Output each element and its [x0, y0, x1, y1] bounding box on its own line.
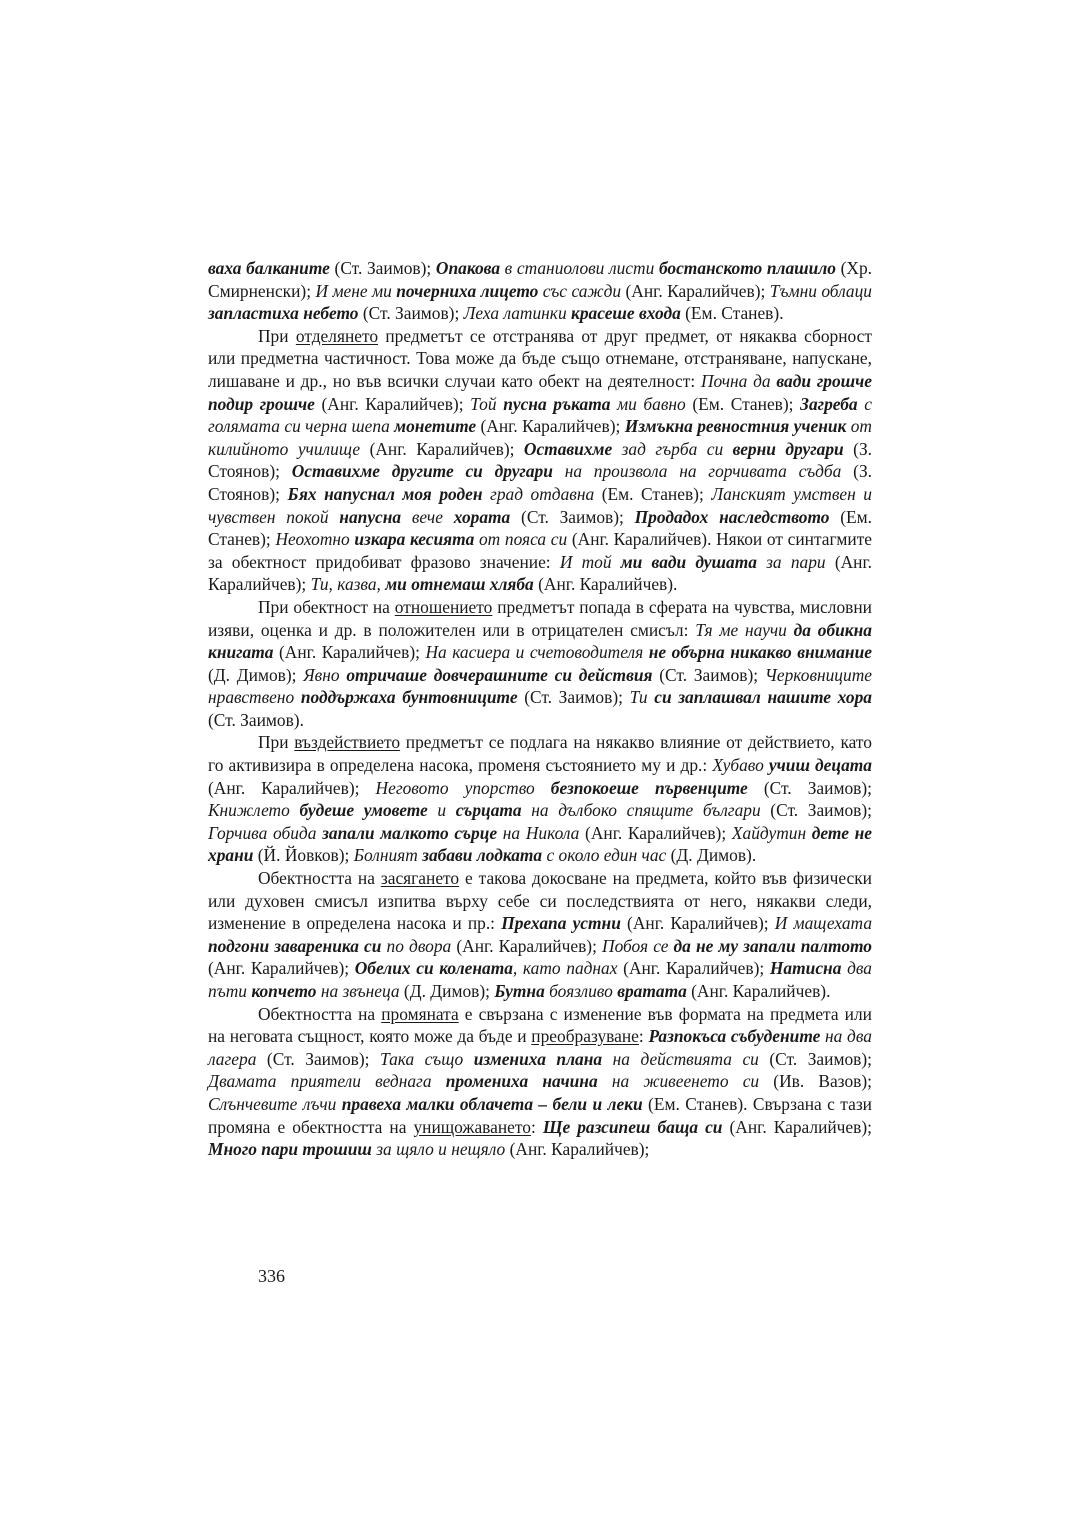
text-run: е свързана с изменение във формата на предмета или на неговата същност, която може да бъде и — [208, 1003, 872, 1047]
example-emphasis: безпокоеше първенците — [550, 777, 748, 798]
example-text: Двамата приятели веднага — [208, 1071, 446, 1092]
example-text: и — [427, 800, 456, 821]
example-text: Горчива обида — [208, 822, 323, 843]
example-emphasis: Разпокъса събудените — [648, 1026, 821, 1047]
example-emphasis: поддържаха бунтовниците — [300, 687, 518, 708]
example-text: на живеенето си — [597, 1071, 760, 1092]
text-run: (Анг. Каралийчев); — [476, 416, 625, 437]
text-run: Обектността на — [258, 1003, 382, 1024]
text-run: При — [258, 325, 296, 346]
text-run: (Ем. Станев); — [594, 483, 712, 504]
example-emphasis: запали малкото сърце — [322, 822, 498, 843]
example-text: Така също — [380, 1048, 474, 1069]
example-text: зад гърба си — [612, 438, 733, 459]
page-number: 336 — [258, 1266, 285, 1286]
text-run: (Ив. Вазов); — [759, 1071, 872, 1092]
example-text: Болният — [353, 845, 423, 866]
example-emphasis: запластиха небето — [208, 303, 359, 324]
example-emphasis: бостанското плашило — [658, 258, 836, 278]
example-emphasis: промениха начина — [445, 1071, 598, 1092]
term: промяната — [381, 1003, 459, 1024]
text-run: (Анг. Каралийчев); — [451, 935, 603, 956]
term: въздействието — [294, 732, 401, 753]
example-emphasis: Прехапа устни — [501, 913, 621, 934]
example-text: Ти, казва, — [310, 574, 386, 595]
text-run: предметът се подлага на някакво влияние от действието, като го активизира в определена насока, променя състоянието му и др.: — [208, 732, 872, 776]
example-text: Хайдутин — [731, 822, 812, 843]
text-run: (Д. Димов); — [208, 664, 304, 685]
text-run: (Ст. Заимов); — [760, 800, 872, 821]
text-run: (Анг. Каралийчев); — [314, 393, 471, 414]
text-run: (Ст. Заимов); — [256, 1048, 381, 1069]
example-emphasis: Много пари трошиш — [208, 1139, 372, 1160]
text-run: (Ем. Станев). — [680, 303, 784, 324]
text-run: (Анг. Каралийчев); — [579, 822, 732, 843]
example-text: , като паднах — [512, 958, 618, 979]
term: отделянето — [295, 325, 379, 346]
text-run: (Анг. Каралийчев). — [533, 574, 678, 595]
text-run: (Ем. Станев). Свързана с тази промяна е обектността на — [208, 1093, 872, 1137]
term: преобразуване — [531, 1026, 639, 1047]
example-emphasis: Ще разсипеш баща си — [542, 1116, 723, 1137]
example-emphasis: вади грошче подир грошче — [208, 370, 872, 414]
example-emphasis: ми отнемаш хляба — [385, 574, 534, 595]
example-emphasis: подгони завареника си — [208, 935, 382, 956]
example-emphasis: верни другари — [732, 438, 844, 459]
text-run: При обектност на — [258, 596, 395, 617]
example-emphasis: напусна — [339, 506, 402, 527]
term: отношението — [394, 596, 493, 617]
text-run: (Ем. Станев); — [208, 506, 872, 550]
text-run: предметът попада в сферата на чувства, мисловни изяви, оценка и др. в положителен или в отрицателен смисъл: — [208, 596, 872, 640]
example-text: боязливо — [544, 981, 618, 1001]
body-text — [208, 257, 872, 1161]
example-text: на произвола на горчивата съдба — [552, 461, 842, 482]
paragraph — [208, 325, 872, 596]
example-emphasis: Оставихме — [523, 438, 613, 459]
example-text: Ланският умствен и чувствен покой — [208, 483, 872, 527]
example-emphasis: пусна ръката — [503, 393, 611, 414]
example-text: Книжлето — [208, 800, 300, 821]
paragraph — [208, 596, 872, 732]
text-run: (Ст. Заимов); — [747, 777, 872, 798]
example-emphasis: почерниха лицето — [396, 280, 539, 301]
paragraph — [208, 731, 872, 867]
example-emphasis: сърцата — [455, 800, 522, 821]
example-text: с голямата си черна шепа — [208, 393, 872, 437]
text-run: е такова докосване на предмета, който във физически или духовен смисъл изпитва върху себе си последствията от него, някакви следи, изменение в определена насока и пр.: — [208, 868, 872, 934]
example-text: на Никола — [497, 822, 580, 843]
example-emphasis: Обелих си колената — [354, 958, 513, 979]
example-text: на дълбоко спящите българи — [521, 800, 761, 821]
example-emphasis: Измъкна ревностния ученик — [624, 416, 847, 437]
text-run: (Ст. Заимов); — [758, 1048, 872, 1069]
example-text: с около един час — [542, 845, 667, 866]
text-run: (Ст. Заимов); — [510, 506, 635, 527]
example-text: Почна да — [700, 370, 777, 391]
term: засягането — [380, 868, 460, 889]
example-text: Тъмни облаци — [769, 280, 872, 301]
example-emphasis: Бях напуснал моя роден — [287, 483, 483, 504]
text-run: При — [258, 732, 295, 753]
text-run: (Ст. Заимов); — [358, 303, 464, 324]
example-emphasis: дете не храни — [208, 822, 873, 866]
text-run: (Ст. Заимов); — [329, 258, 436, 278]
example-text: в станиолови листи — [500, 258, 659, 278]
example-text: И той — [559, 551, 621, 572]
paragraph — [208, 867, 872, 1003]
example-text: Слънчевите лъчи — [208, 1093, 342, 1114]
example-text: на звънеца — [316, 981, 400, 1001]
text-run: Обектността на — [258, 868, 381, 889]
example-emphasis: измениха плана — [473, 1048, 603, 1069]
example-emphasis: Опакова — [435, 258, 501, 278]
text-run: (Анг. Каралийчев); — [620, 913, 775, 934]
example-emphasis: Бутна — [494, 981, 545, 1001]
example-text: Неговото упорство — [375, 777, 551, 798]
example-emphasis: Оставихме другите си другари — [291, 461, 553, 482]
example-text: град отдавна — [482, 483, 595, 504]
example-text: На касиера и счетоводителя — [425, 642, 649, 663]
example-emphasis: монетите — [394, 416, 477, 437]
example-text: ми бавно — [610, 393, 686, 414]
example-emphasis: Загреба — [800, 393, 858, 414]
example-emphasis: отричаше довчерашните си действия — [346, 664, 653, 685]
example-text: със сажди — [538, 280, 622, 301]
text-run: (Анг. Каралийчев); — [208, 958, 355, 979]
example-text: на действията си — [602, 1048, 759, 1069]
example-text: за пари — [756, 551, 826, 572]
example-emphasis: не обърна никакво внимание — [648, 642, 872, 663]
text-run: предметът се отстранява от друг предмет, от някаква сборност или предметна частичност. Това може да бъде също отнемане, отстраняване, напускане, лишаване и др., но във всички случаи като обект на деятелност: — [208, 325, 872, 391]
text-run: (Ст. Заимов). — [208, 709, 304, 730]
text-run: (Ст. Заимов); — [652, 664, 765, 685]
example-emphasis: Натисна — [769, 958, 842, 979]
text-run: (Анг. Каралийчев); — [722, 1116, 872, 1137]
text-run: (Й. Йовков); — [253, 845, 354, 866]
example-text: на два лагера — [208, 1026, 872, 1069]
example-text: И мащехата — [774, 913, 873, 934]
example-emphasis: правеха малки облачета – бели и леки — [341, 1093, 643, 1114]
text-run: (Анг. Каралийчев). — [686, 981, 831, 1001]
example-text: от килийното училище — [208, 416, 872, 459]
example-emphasis: вратата — [617, 981, 687, 1001]
example-text: Той — [470, 393, 504, 414]
example-text: от пояса си — [474, 529, 568, 550]
text-run: : — [530, 1116, 543, 1137]
example-text: Явно — [303, 664, 347, 685]
term: унищожаването — [413, 1116, 531, 1137]
example-text: Неохотно — [275, 529, 355, 550]
text-run: (Ем. Станев); — [685, 393, 801, 414]
example-emphasis: Продадох наследството — [634, 506, 830, 527]
paragraph — [208, 1003, 872, 1161]
text-run: (Анг. Каралийчев); — [208, 777, 376, 798]
example-emphasis: да обикна книгата — [208, 619, 872, 663]
example-emphasis: ваха балканите — [208, 258, 330, 278]
text-run: (Анг. Каралийчев); — [621, 280, 770, 301]
example-emphasis: да не му запали палтото — [673, 935, 873, 956]
text-run: (Анг. Каралийчев); — [273, 642, 426, 663]
example-emphasis: изкара кесията — [354, 529, 475, 550]
example-emphasis: будеше умовете — [299, 800, 428, 821]
example-emphasis: красеше входа — [571, 303, 681, 324]
example-text: Тя ме научи — [695, 619, 794, 640]
text-run: (Анг. Каралийчев); — [617, 958, 770, 979]
text-run: (Анг. Каралийчев); — [208, 551, 872, 595]
example-text: И мене ми — [315, 280, 397, 301]
text-run: (Ст. Заимов); — [517, 687, 630, 708]
example-text: Ти — [629, 687, 655, 708]
example-text: два пъти — [208, 958, 872, 1001]
example-text: Побоя се — [602, 935, 674, 956]
example-emphasis: копчето — [251, 981, 317, 1001]
text-run: (Анг. Каралийчев); — [360, 438, 524, 459]
text-run: (З. Стоянов); — [208, 438, 873, 482]
example-text: Леха латинки — [463, 303, 571, 324]
example-emphasis: учиш децата — [768, 755, 872, 776]
text-run: : — [638, 1026, 649, 1047]
text-run: (З. Стоянов); — [208, 461, 873, 504]
example-emphasis: хората — [453, 506, 511, 527]
example-emphasis: ми вади душата — [620, 551, 757, 572]
text-run: (Анг. Каралийчев); — [505, 1139, 650, 1160]
example-text: за щяло и нещяло — [371, 1139, 506, 1160]
text-run: (Анг. Каралийчев). Някои от синтагмите за обектност придобиват фразово значение: — [208, 529, 873, 572]
text-run: (Хр. Смирненски); — [208, 258, 873, 301]
example-text: вече — [401, 506, 454, 527]
text-run: (Д. Димов). — [666, 845, 757, 866]
example-emphasis: си заплашвал нашите хора — [654, 687, 872, 708]
example-text: по двора — [381, 935, 452, 956]
example-text: Черковниците нравствено — [208, 664, 872, 708]
text-run: (Д. Димов); — [399, 981, 495, 1001]
example-emphasis: забави лодката — [422, 845, 543, 866]
example-text: Хубаво — [712, 755, 769, 776]
paragraph — [208, 257, 872, 325]
